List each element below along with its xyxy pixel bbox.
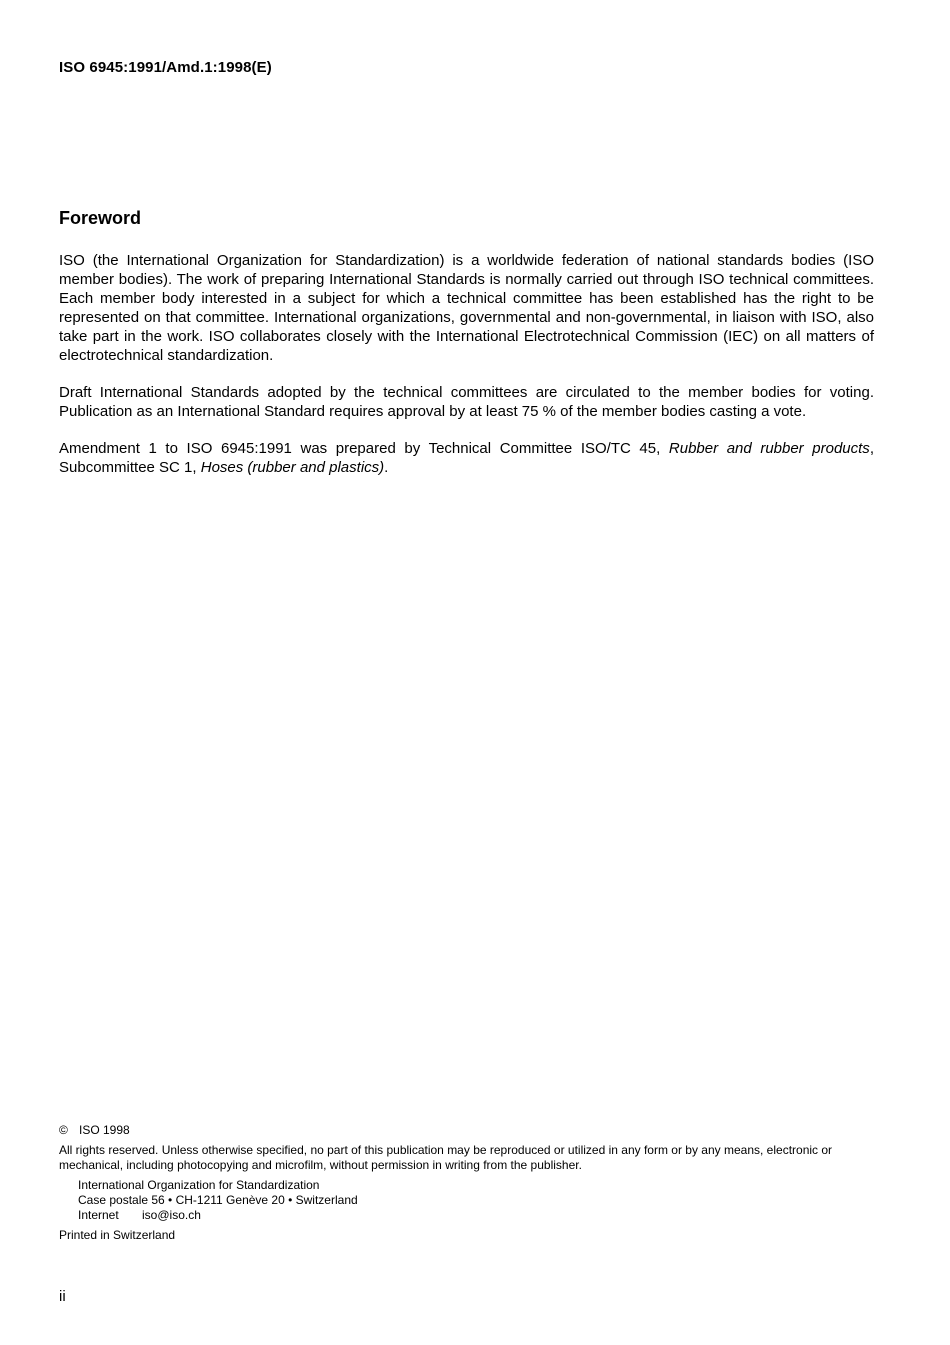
subcommittee-title: Hoses (rubber and plastics) xyxy=(200,459,385,476)
copyright-notice xyxy=(59,1123,877,1243)
paragraph-3-text-b: , Subcommittee SC 1, xyxy=(59,440,874,476)
internet-email-link[interactable]: iso@iso.ch xyxy=(142,1208,201,1222)
internet-row xyxy=(78,1208,877,1223)
paragraph-3-text-c: . xyxy=(384,459,389,476)
copyright-line xyxy=(59,1123,877,1138)
internet-label: Internet xyxy=(78,1208,119,1222)
foreword-paragraph-3 xyxy=(59,439,874,477)
page-number: ii xyxy=(59,1288,66,1305)
foreword-paragraph-1: ISO (the International Organization for Standardization) is a worldwide federation of national standards bodies (ISO member bodies). The work of preparing International Standards is normally carried out through ISO technical committees. Each member body interested in a subject for which a technical committee has been established has the right to be represented on that committee. International organizations, governmental and non-governmental, in liaison with ISO, also take part in the work. ISO collaborates closely with the International Electrotechnical Commission (IEC) on all matters of electrotechnical standardization. xyxy=(59,252,874,364)
publisher-address xyxy=(78,1178,877,1223)
printed-location: Printed in Switzerland xyxy=(59,1228,176,1242)
copyright-year: ISO 1998 xyxy=(79,1123,130,1137)
paragraph-3-text-a: Amendment 1 to ISO 6945:1991 was prepared by Technical Committee ISO/TC 45, xyxy=(59,440,669,457)
org-postal-address: Case postale 56 • CH-1211 Genève 20 • Switzerland xyxy=(78,1193,358,1207)
foreword-body xyxy=(59,251,874,495)
foreword-title: Foreword xyxy=(59,208,142,228)
rights-statement: All rights reserved. Unless otherwise specified, no part of this publication may be reproduced or utilized in any form or by any means, electronic or mechanical, including photocopying and microfilm, without permission in writing from the publisher. xyxy=(59,1143,833,1172)
foreword-paragraph-2: Draft International Standards adopted by the technical committees are circulated to the member bodies for voting. Publication as an International Standard requires approval by at least 75 % of the member bodies casting a vote. xyxy=(59,384,874,420)
copyright-symbol: © xyxy=(59,1123,68,1137)
org-name: International Organization for Standardization xyxy=(78,1178,320,1192)
document-id-header: ISO 6945:1991/Amd.1:1998(E) xyxy=(59,59,272,76)
committee-title: Rubber and rubber products xyxy=(668,440,870,457)
